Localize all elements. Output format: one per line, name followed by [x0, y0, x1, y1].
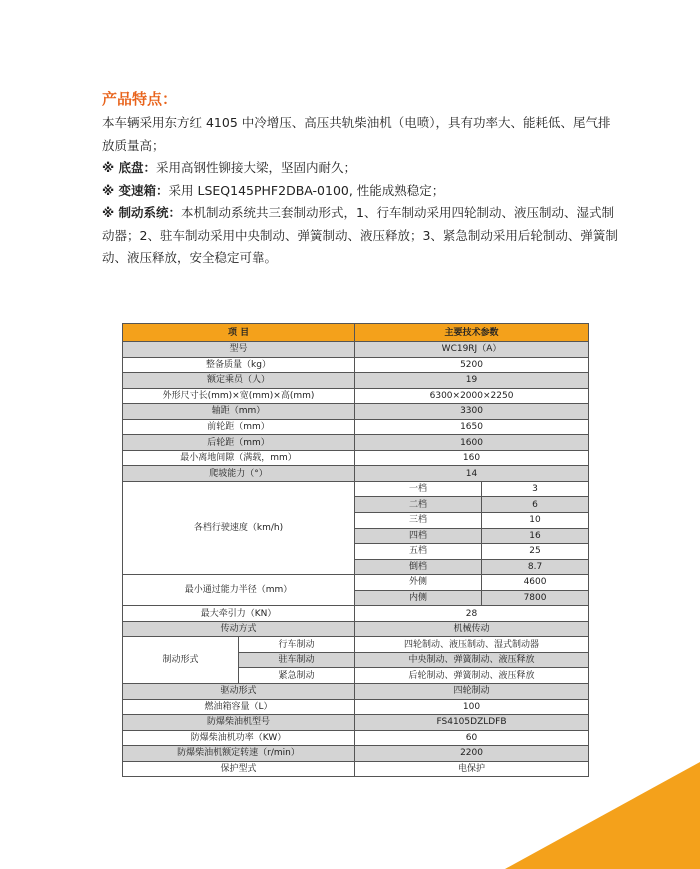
row-value: 60 — [355, 730, 589, 746]
brake-type: 驻车制动 — [239, 652, 355, 668]
intro-text: 本车辆采用东方红 4105 中冷增压、高压共轨柴油机（电喷），具有功率大、能耗低、尾气排放质量高； — [102, 115, 611, 153]
row-value: 28 — [355, 606, 589, 622]
radius-value: 7800 — [482, 590, 589, 606]
table-row — [123, 746, 589, 762]
table-row — [123, 388, 589, 404]
gear-label: 一档 — [355, 481, 482, 497]
row-value: 19 — [355, 373, 589, 389]
table-row — [123, 730, 589, 746]
table-row — [123, 404, 589, 420]
table-row — [123, 419, 589, 435]
row-label: 型号 — [123, 342, 355, 358]
gear-label: 倒档 — [355, 559, 482, 575]
row-value: 6300×2000×2250 — [355, 388, 589, 404]
chassis-text: 采用高钢性铆接大梁，坚固内耐久； — [156, 160, 357, 175]
brake-text: 本机制动系统共三套制动形式，1、行车制动采用四轮制动、液压制动、湿式制动器；2、驻车制动采用中央制动、弹簧制动、液压释放；3、紧急制动采用后轮制动、弹簧制动、液压释放，安全稳定可靠。 — [102, 205, 618, 265]
table-row — [123, 699, 589, 715]
table-row — [123, 715, 589, 731]
row-label: 燃油箱容量（L） — [123, 699, 355, 715]
radius-value: 4600 — [482, 575, 589, 591]
row-value: 160 — [355, 450, 589, 466]
row-value: WC19RJ（A） — [355, 342, 589, 358]
brake-type: 紧急制动 — [239, 668, 355, 684]
table-row — [123, 373, 589, 389]
row-label: 防爆柴油机型号 — [123, 715, 355, 731]
table-row — [123, 606, 589, 622]
row-value: 机械传动 — [355, 621, 589, 637]
table-header — [123, 324, 589, 342]
spec-table — [122, 323, 589, 777]
feature-description — [102, 112, 622, 270]
row-label: 轴距（mm） — [123, 404, 355, 420]
row-label: 保护型式 — [123, 761, 355, 777]
row-value: 5200 — [355, 357, 589, 373]
row-label: 后轮距（mm） — [123, 435, 355, 451]
chassis-label: ※ 底盘： — [102, 160, 157, 175]
gear-label: 五档 — [355, 544, 482, 560]
row-label: 最小离地间隙（满载，mm） — [123, 450, 355, 466]
gear-label: 三档 — [355, 513, 482, 529]
radius-side: 内侧 — [355, 590, 482, 606]
row-label: 整备质量（kg） — [123, 357, 355, 373]
brake-form-label: 制动形式 — [123, 637, 239, 684]
brake-label: ※ 制动系统： — [102, 205, 182, 220]
brake-type: 行车制动 — [239, 637, 355, 653]
gearbox-text: 采用 LSEQ145PHF2DBA-0100, 性能成熟稳定； — [168, 182, 445, 198]
row-label: 最大牵引力（KN） — [123, 606, 355, 622]
table-row — [123, 637, 589, 653]
gear-label: 二档 — [355, 497, 482, 513]
row-value: 14 — [355, 466, 589, 482]
radius-side: 外侧 — [355, 575, 482, 591]
row-value: 1650 — [355, 419, 589, 435]
row-value: FS4105DZLDFB — [355, 715, 589, 731]
row-value: 1600 — [355, 435, 589, 451]
brake-value: 四轮制动、液压制动、湿式制动器 — [355, 637, 589, 653]
gear-speed: 16 — [482, 528, 589, 544]
table-row — [123, 466, 589, 482]
header-item: 项 目 — [123, 324, 355, 342]
row-value: 2200 — [355, 746, 589, 762]
page-title: 产品特点： — [102, 90, 178, 108]
row-label: 爬坡能力（°） — [123, 466, 355, 482]
corner-decoration — [505, 762, 700, 869]
table-row — [123, 575, 589, 591]
row-label: 传动方式 — [123, 621, 355, 637]
gear-speed: 8.7 — [482, 559, 589, 575]
chassis-feature — [102, 157, 622, 180]
gear-speed: 10 — [482, 513, 589, 529]
row-label: 前轮距（mm） — [123, 419, 355, 435]
header-value: 主要技术参数 — [355, 324, 589, 342]
gearbox-label: ※ 变速箱： — [102, 182, 169, 198]
row-value: 四轮制动 — [355, 684, 589, 700]
row-value: 3300 — [355, 404, 589, 420]
table-row — [123, 621, 589, 637]
table-row — [123, 450, 589, 466]
row-label: 驱动形式 — [123, 684, 355, 700]
brake-value: 中央制动、弹簧制动、液压释放 — [355, 652, 589, 668]
brake-feature — [102, 202, 622, 270]
gear-label: 四档 — [355, 528, 482, 544]
row-label: 外形尺寸长(mm)×宽(mm)×高(mm) — [123, 388, 355, 404]
table-row — [123, 481, 589, 497]
table-row — [123, 342, 589, 358]
brake-value: 后轮制动、弹簧制动、液压释放 — [355, 668, 589, 684]
gear-speed: 3 — [482, 481, 589, 497]
radius-label: 最小通过能力半径（mm） — [123, 575, 355, 606]
row-label: 防爆柴油机额定转速（r/min） — [123, 746, 355, 762]
table-row — [123, 684, 589, 700]
speed-label: 各档行驶速度（km/h) — [123, 481, 355, 574]
gearbox-feature — [102, 180, 622, 203]
row-value: 电保护 — [355, 761, 589, 777]
row-label: 防爆柴油机功率（KW） — [123, 730, 355, 746]
table-row — [123, 357, 589, 373]
gear-speed: 6 — [482, 497, 589, 513]
gear-speed: 25 — [482, 544, 589, 560]
row-label: 额定乘员（人） — [123, 373, 355, 389]
table-row — [123, 435, 589, 451]
row-value: 100 — [355, 699, 589, 715]
